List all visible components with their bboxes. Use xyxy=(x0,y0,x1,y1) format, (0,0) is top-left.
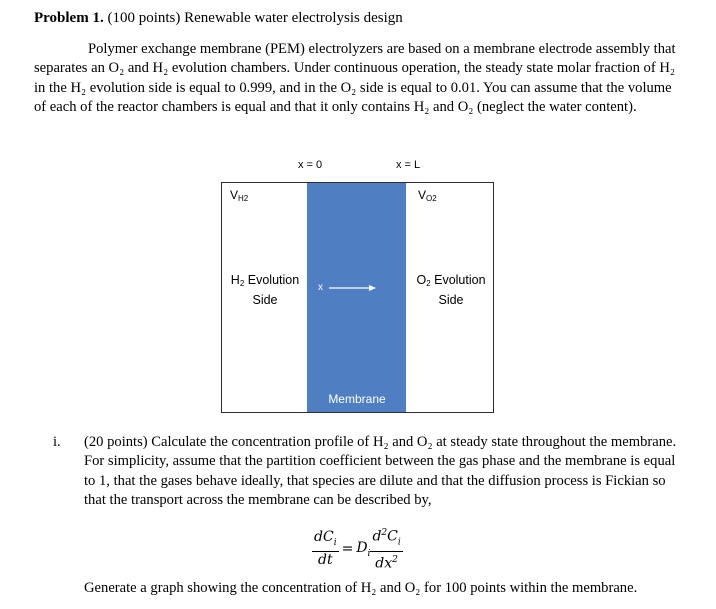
part-i-number: i. xyxy=(53,434,61,450)
o2-side-label: $O_2$ Evolution Side xyxy=(416,273,486,307)
rhs-fraction: $\frac{d^2C_i}{dx^2}$ xyxy=(372,528,401,573)
problem-heading: (100 points) Renewable water electrolysis design xyxy=(103,10,403,26)
problem-number: Problem 1. xyxy=(34,10,104,26)
equals-sign: = xyxy=(341,541,354,558)
diffusion-equation xyxy=(312,526,403,572)
diffusion-coefficient: $D_i$ xyxy=(356,539,371,559)
vo2-label: $V_{O2}$ xyxy=(418,188,437,203)
h2-side-label: $H_2$ Evolution Side xyxy=(230,273,300,307)
part-i-final-instruction: Generate a graph showing the concentration of H₂ and O₂ for 100 points within the membrane. xyxy=(84,580,638,596)
problem-title xyxy=(34,9,403,27)
intro-paragraph: Polymer exchange membrane (PEM) electrolyzers are based on a membrane electrode assembly that separates an O₂ and H₂ evolution chambers. Under continuous operation, the steady state molar fraction of H₂ in the H₂ evolution side is equal to 0.999, and in the O₂ side is equal to 0.01. You can assume that the volume of each of the reactor chambers is equal and that it only contains H₂ and O₂ (neglect the water content). xyxy=(34,41,676,116)
xL-label: x = L xyxy=(396,159,421,171)
x0-label: x = 0 xyxy=(298,159,323,171)
lhs-fraction: $\frac{dC_i}{dt}$ xyxy=(314,528,337,569)
x-direction-arrow-icon xyxy=(327,283,377,293)
membrane xyxy=(307,182,407,413)
x-axis-label: x xyxy=(318,282,323,293)
vh2-label: $V_{H2}$ xyxy=(230,188,249,203)
membrane-label: Membrane xyxy=(328,392,386,406)
part-i-text: (20 points) Calculate the concentration profile of H₂ and O₂ at steady state throughout the membrane. For simplicity, assume that the partition coefficient between the gas phase and the membrane is equal to 1, that the gases behave ideally, that species are dilute and that the diffusion process is Fickian so that the transport across the membrane can be described by, xyxy=(84,434,677,509)
